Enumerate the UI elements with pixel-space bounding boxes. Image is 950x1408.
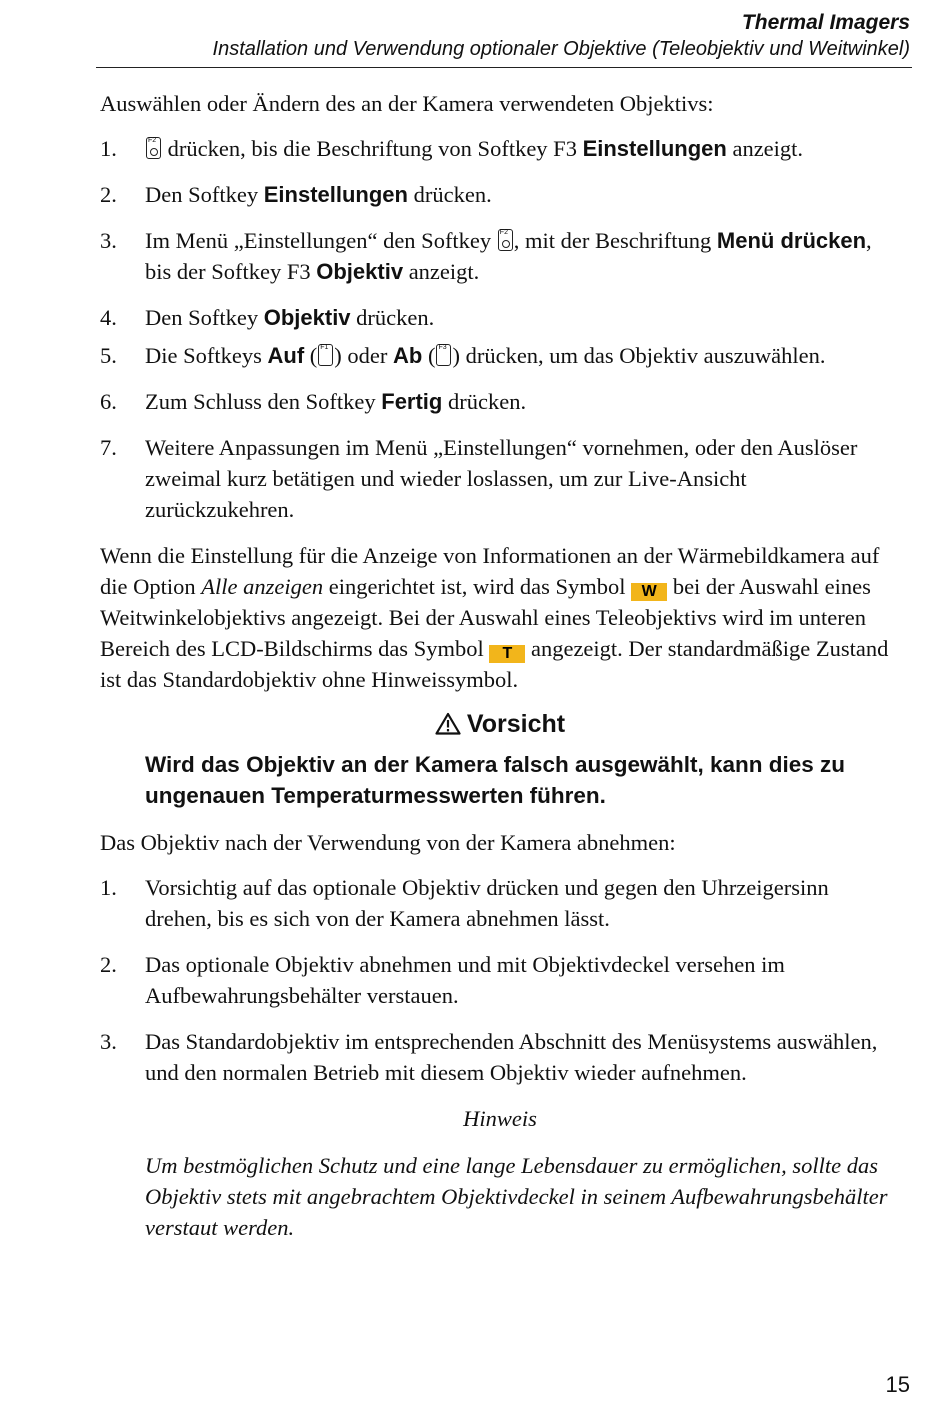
- softkey-label: Einstellungen: [263, 182, 408, 207]
- caution-title: Vorsicht: [466, 710, 566, 738]
- step-part: drücken.: [407, 182, 492, 207]
- note-heading: Hinweis: [463, 1106, 537, 1131]
- remove-intro-text: Das Objektiv nach der Verwendung von der Kamera abnehmen:: [100, 830, 676, 855]
- step-part: drücken.: [442, 389, 527, 414]
- step-text: Weitere Anpassungen im Menü „Einstellungen“ vornehmen, oder den Auslöser zweimal kurz betätigen und wieder loslassen, um zur Live-Ansicht zurückzukehren.: [145, 435, 858, 522]
- header-subtitle: Installation und Verwendung optionaler Objektive (Teleobjektiv und Weitwinkel): [212, 38, 910, 60]
- list-item: [100, 340, 900, 371]
- f2-key-icon: [146, 137, 161, 159]
- softkey-label: Einstellungen: [582, 136, 727, 161]
- step-part: Die Softkeys: [145, 343, 268, 368]
- f2-key-icon: [498, 229, 513, 251]
- option-name: Alle anzeigen: [201, 574, 324, 599]
- softkey-label: Menü drücken: [716, 228, 867, 253]
- step-number: 1.: [100, 875, 117, 900]
- intro-text: Auswählen oder Ändern des an der Kamera verwendeten Objektivs:: [100, 91, 714, 116]
- caution-text: Wird das Objektiv an der Kamera falsch ausgewählt, kann dies zu ungenauen Temperaturmesswerten führen.: [145, 752, 846, 808]
- lens-remove-steps: [100, 872, 900, 1088]
- step-part: (: [304, 343, 318, 368]
- step-number: 7.: [100, 435, 117, 460]
- info-paragraph: [100, 540, 900, 695]
- softkey-label: Fertig: [381, 389, 443, 414]
- softkey-label: Objektiv: [263, 305, 351, 330]
- header-title: Thermal Imagers: [741, 11, 910, 34]
- warning-triangle-icon: [435, 712, 461, 735]
- list-item: [100, 1026, 900, 1088]
- f3-key-icon: [436, 344, 451, 366]
- step-number: 2.: [100, 952, 117, 977]
- key-label: F2: [148, 137, 157, 144]
- step-text: [145, 133, 900, 164]
- softkey-label: Ab: [393, 343, 423, 368]
- list-item: [100, 133, 900, 164]
- step-number: 4.: [100, 305, 117, 330]
- step-part: , bis der Softkey F3: [145, 228, 872, 284]
- step-number: 5.: [100, 343, 117, 368]
- step-part: Den Softkey: [145, 305, 264, 330]
- step-text: [145, 386, 900, 417]
- step-number: 2.: [100, 182, 117, 207]
- info-part: bei der Auswahl eines Weitwinkelobjektivs angezeigt. Bei der Auswahl eines Teleobjektivs wird im unteren Bereich des LCD-Bildschirms das Symbol: [100, 574, 871, 661]
- step-part: anzeigt.: [726, 136, 804, 161]
- step-text: [145, 179, 900, 210]
- step-part: , mit der Beschriftung: [513, 228, 717, 253]
- list-item: [100, 432, 900, 525]
- key-label: F2: [499, 229, 508, 236]
- step-text: [145, 302, 900, 333]
- f1-key-icon: [318, 344, 333, 366]
- key-circle: [150, 148, 158, 156]
- page-number: 15: [885, 1372, 910, 1397]
- caution-heading: [100, 709, 900, 739]
- page-content: [100, 88, 900, 1243]
- step-text: Das Standardobjektiv im entsprechenden Abschnitt des Menüsystems auswählen, und den normalen Betrieb mit diesem Objektiv wieder aufnehmen.: [145, 1029, 878, 1085]
- key-label: F3: [438, 344, 447, 351]
- step-part: anzeigt.: [403, 259, 480, 284]
- step-text: Vorsichtig auf das optionale Objektiv drücken und gegen den Uhrzeigersinn drehen, bis es sich von der Kamera abnehmen lässt.: [145, 875, 829, 931]
- wide-angle-symbol-icon: W: [631, 583, 667, 601]
- step-part: Den Softkey: [145, 182, 264, 207]
- step-number: 3.: [100, 1029, 117, 1054]
- step-number: 6.: [100, 389, 117, 414]
- list-item: [100, 225, 900, 287]
- list-item: [100, 302, 900, 333]
- telephoto-symbol-icon: T: [489, 645, 525, 663]
- info-part: eingerichtet ist, wird das Symbol: [323, 574, 632, 599]
- step-part: drücken, bis die Beschriftung von Softkey F3: [167, 136, 583, 161]
- list-item: [100, 386, 900, 417]
- page-header: [213, 10, 910, 62]
- step-part: Im Menü „Einstellungen“ den Softkey: [145, 228, 497, 253]
- step-number: 1.: [100, 136, 117, 161]
- softkey-label: Objektiv: [316, 259, 404, 284]
- step-number: 3.: [100, 228, 117, 253]
- key-label: F1: [320, 344, 329, 351]
- step-text: [145, 340, 900, 371]
- step-part: ) drücken, um das Objektiv auszuwählen.: [452, 343, 826, 368]
- header-rule: [96, 67, 912, 68]
- step-part: ) oder: [334, 343, 394, 368]
- lens-select-steps: [100, 133, 900, 525]
- step-text: Das optionale Objektiv abnehmen und mit Objektivdeckel versehen im Aufbewahrungsbehälter verstauen.: [145, 952, 785, 1008]
- softkey-label: Auf: [267, 343, 305, 368]
- step-part: Zum Schluss den Softkey: [145, 389, 382, 414]
- key-circle: [502, 240, 510, 248]
- step-part: drücken.: [350, 305, 435, 330]
- list-item: [100, 179, 900, 210]
- list-item: [100, 872, 900, 934]
- info-part: Wenn die Einstellung für die Anzeige von Informationen an der Wärmebildkamera auf die Option: [100, 543, 880, 599]
- note-text: Um bestmöglichen Schutz und eine lange Lebensdauer zu ermöglichen, sollte das Objektiv stets mit angebrachtem Objektivdeckel in seinem Aufbewahrungsbehälter verstaut werden.: [145, 1153, 888, 1240]
- step-part: (: [422, 343, 436, 368]
- list-item: [100, 949, 900, 1011]
- info-part: angezeigt. Der standardmäßige Zustand ist das Standardobjektiv ohne Hinweissymbol.: [100, 636, 889, 692]
- step-text: [145, 225, 900, 287]
